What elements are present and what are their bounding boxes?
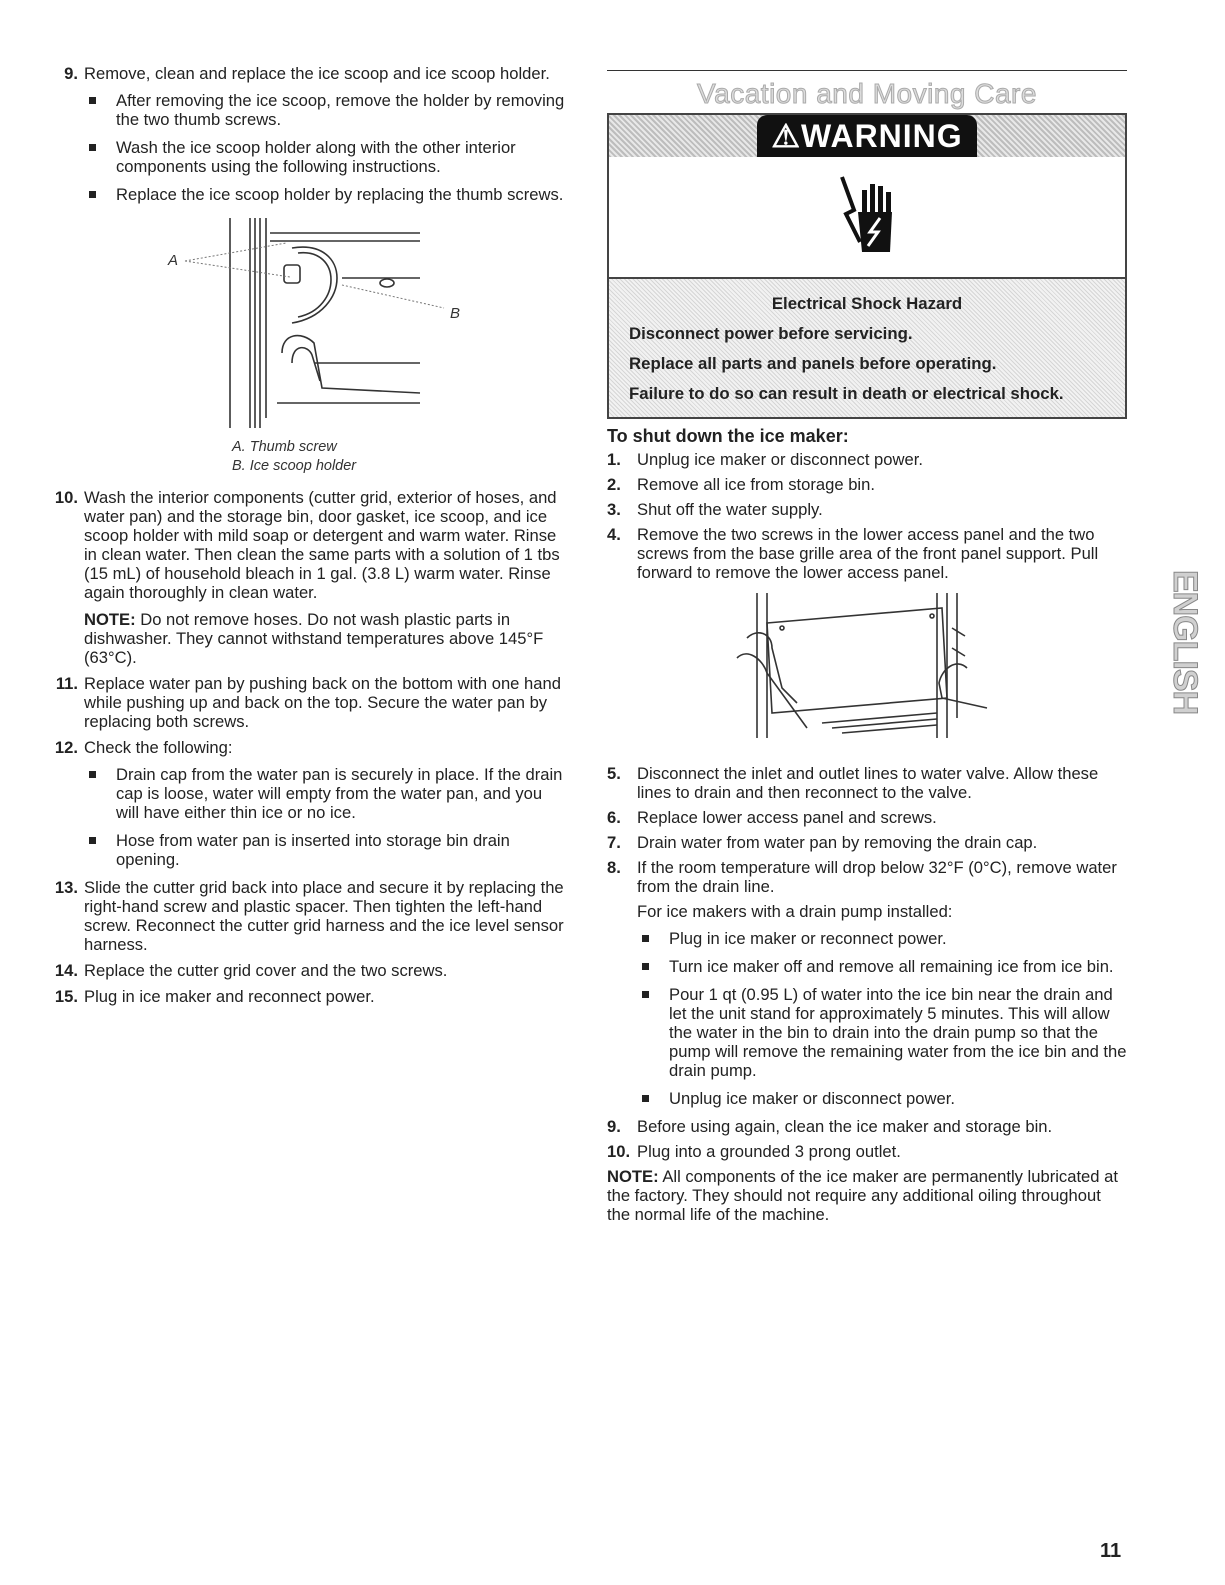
warning-line: Disconnect power before servicing. — [629, 324, 913, 343]
list-item: Turn ice maker off and remove all remaining ice from ice bin. — [637, 957, 1127, 976]
step-4: 4. Remove the two screws in the lower access panel and the two screws from the base grille area of the front panel support. Pull forward to remove the lower access panel. — [607, 525, 1099, 582]
note: NOTE: Do not remove hoses. Do not wash plastic parts in dishwasher. They cannot withstand temperatures above 145°F (63°C). — [84, 610, 544, 667]
figure-label-a: A — [168, 252, 179, 269]
warning-label: ⚠WARNING — [757, 115, 976, 157]
list-item: Wash the ice scoop holder along with the other interior components using the following instructions. — [84, 138, 567, 176]
note: NOTE: All components of the ice maker are permanently lubricated at the factory. They should not require any additional oiling throughout the normal life of the machine. — [607, 1167, 1118, 1224]
hazard-title: Electrical Shock Hazard — [771, 294, 963, 313]
warning-line: Replace all parts and panels before operating. — [629, 354, 997, 373]
list-item: Replace the ice scoop holder by replacing the thumb screws. — [84, 185, 567, 204]
step-13: 13. Slide the cutter grid back into place and secure it by replacing the right-hand screw and plastic spacer. Then tighten the left-hand screw. Reconnect the cutter grid harness and the ice level sensor harness. — [54, 878, 564, 954]
figure-label-b: B — [450, 305, 461, 322]
section-title: Vacation and Moving Care — [697, 78, 1037, 109]
svg-text:ENGLISH: ENGLISH — [1166, 570, 1204, 715]
warning-body — [609, 279, 1125, 417]
warning-triangle-icon: ⚠ — [771, 118, 802, 154]
list-item: After removing the ice scoop, remove the holder by removing the two thumb screws. — [84, 91, 567, 129]
figure-caption: A. Thumb screw B. Ice scoop holder — [232, 439, 357, 474]
list-item: Plug in ice maker or reconnect power. — [637, 929, 1127, 948]
step-text: Remove, clean and replace the ice scoop and ice scoop holder. — [84, 64, 550, 83]
section-divider — [607, 70, 1127, 71]
step-15: 15. Plug in ice maker and reconnect power. — [54, 987, 375, 1006]
left-column — [52, 64, 567, 1013]
step-7: 7. Drain water from water pan by removing the drain cap. — [607, 833, 1038, 852]
page-number: 11 — [1100, 1540, 1122, 1562]
warning-line: Failure to do so can result in death or electrical shock. — [629, 384, 1064, 403]
step-9 — [52, 64, 567, 204]
step-11: 11. Replace water pan by pushing back on the bottom with one hand while pushing up and back on the top. Secure the water pan by replacing both screws. — [55, 674, 561, 731]
step-6: 6. Replace lower access panel and screws. — [607, 808, 937, 827]
bullet-list — [637, 929, 1127, 1108]
warning-header — [609, 115, 1125, 157]
step-1: 1. Unplug ice maker or disconnect power. — [607, 450, 923, 469]
step-8: 8. If the room temperature will drop below 32°F (0°C), remove water from the drain line. — [607, 858, 1117, 896]
lower-access-panel-figure — [607, 588, 1127, 758]
bullet-list — [84, 91, 567, 204]
step-2: 2. Remove all ice from storage bin. — [607, 475, 875, 494]
list-item: Hose from water pan is inserted into storage bin drain opening. — [84, 831, 567, 869]
list-item: Pour 1 qt (0.95 L) of water into the ice bin near the drain and let the unit stand for approximately 5 minutes. This will allow the water in the bin to drain into the drain pump so that the pump will remove the remaining water from the ice bin and the drain pump. — [637, 985, 1127, 1080]
subheading: To shut down the ice maker: — [607, 426, 849, 446]
step-number: 9. — [64, 64, 78, 83]
drain-pump-intro: For ice makers with a drain pump installed: — [637, 902, 953, 921]
list-item: Drain cap from the water pan is securely in place. If the drain cap is loose, water will empty from the water pan, and you will have either thin ice or no ice. — [84, 765, 567, 822]
step-10: 10. Plug into a grounded 3 prong outlet. — [607, 1142, 901, 1161]
step-14: 14. Replace the cutter grid cover and the two screws. — [54, 961, 448, 980]
list-item: Unplug ice maker or disconnect power. — [637, 1089, 1127, 1108]
language-tab — [1150, 568, 1204, 753]
step-10: 10. Wash the interior components (cutter grid, exterior of hoses, and water pan) and the storage bin, door gasket, ice scoop, and ice scoop holder with mild soap or detergent and warm water. Rinse in clean water. Then clean the same parts with a solution of 1 tbs (15 mL) of household bleach in 1 gal. (3.8 L) warm water. Rinse again thoroughly in clean water. NOTE: Do not remove hoses. Do not wash plastic parts in dishwasher. They cannot withstand temperatures above 145°F (63°C). — [52, 488, 567, 667]
bullet-list — [84, 765, 567, 869]
warning-box — [607, 113, 1127, 419]
electrical-shock-icon — [609, 157, 1125, 279]
step-3: 3. Shut off the water supply. — [607, 500, 823, 519]
step-12: 12. Check the following: Drain cap from the water pan is securely in place. If the drain cap is loose, water will empty from the water pan, and you will have either thin ice or no ice. Hose from water pan is inserted into storage bin drain opening. — [52, 738, 567, 869]
ice-scoop-holder-figure — [52, 213, 567, 438]
step-9: 9. Before using again, clean the ice maker and storage bin. — [607, 1117, 1053, 1136]
right-column — [607, 78, 1127, 1224]
step-5: 5. Disconnect the inlet and outlet lines to water valve. Allow these lines to drain and then reconnect to the valve. — [607, 764, 1099, 802]
